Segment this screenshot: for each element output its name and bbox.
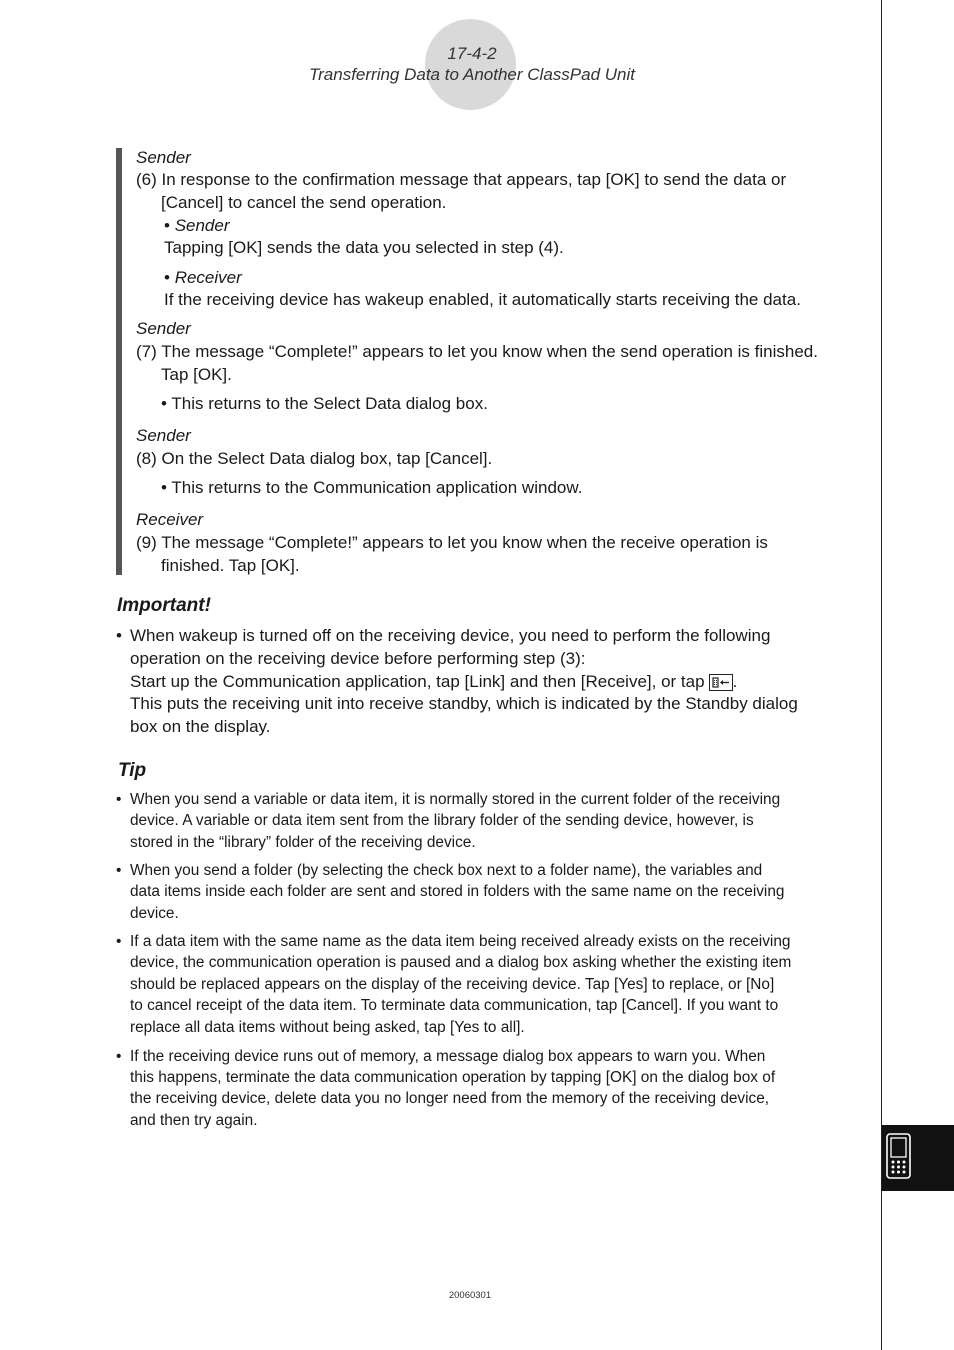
important-line-end: . xyxy=(732,672,738,691)
tip-bullet-dot: • xyxy=(116,1048,122,1065)
step7-role-label: Sender xyxy=(136,319,191,338)
tip-line: the receiving device, delete data you no longer need from the memory of the receiving device, xyxy=(130,1090,770,1107)
tip-line: this happens, terminate the data communication operation by tapping [OK] on the dialog box of xyxy=(130,1069,776,1086)
important-bullet-dot: • xyxy=(116,626,122,645)
step6-role-label: Sender xyxy=(136,148,191,167)
important-line xyxy=(130,670,737,693)
tip-heading: Tip xyxy=(118,760,147,781)
bullet-sender-label: Sender xyxy=(174,216,230,235)
step6-text: (6) In response to the confirmation message that appears, tap [OK] to send the data or xyxy=(136,170,787,189)
step9-text: (9) The message “Complete!” appears to let you know when the receive operation is xyxy=(136,533,768,552)
tip-line: data items inside each folder are sent and stored in folders with the same name on the receiving xyxy=(130,883,785,900)
important-heading: Important! xyxy=(117,595,211,616)
page-title: Transferring Data to Another ClassPad Unit xyxy=(309,65,635,84)
procedure-sidebar-bar xyxy=(116,148,122,575)
tip-bullet-dot: • xyxy=(116,933,122,950)
tip-line: device. xyxy=(130,905,179,922)
step7-text: (7) The message “Complete!” appears to let you know when the send operation is finished. xyxy=(136,342,818,361)
footer-code: 20060301 xyxy=(448,1290,492,1301)
tip-line: should be replaced appears on the display of the receiving device. Tap [Yes] to replace, or [No] xyxy=(130,976,775,993)
important-line: When wakeup is turned off on the receiving device, you need to perform the following xyxy=(130,626,771,645)
bullet-receiver: • Receiver xyxy=(164,268,242,287)
tip-line: and then try again. xyxy=(130,1112,258,1129)
page-number: 17-4-2 xyxy=(447,44,497,63)
tip-line: When you send a variable or data item, it is normally stored in the current folder of the receiving xyxy=(130,791,781,808)
receive-icon xyxy=(709,674,733,691)
important-line: box on the display. xyxy=(130,717,271,736)
tip-line: replace all data items without being asked, tap [Yes to all]. xyxy=(130,1019,525,1036)
tip-line: When you send a folder (by selecting the check box next to a folder name), the variables and xyxy=(130,862,763,879)
step8-note: • This returns to the Communication application window. xyxy=(161,478,583,497)
bullet-sender: • Sender xyxy=(164,216,230,235)
tip-line: device, the communication operation is paused and a dialog box asking whether the existing item xyxy=(130,954,792,971)
tip-line: If the receiving device runs out of memory, a message dialog box appears to warn you. When xyxy=(130,1048,766,1065)
step8-role-label: Sender xyxy=(136,426,191,445)
step9-text-cont: finished. Tap [OK]. xyxy=(161,556,300,575)
important-line: operation on the receiving device before performing step (3): xyxy=(130,649,586,668)
tip-bullet-dot: • xyxy=(116,862,122,879)
tip-line: If a data item with the same name as the data item being received already exists on the receiving xyxy=(130,933,791,950)
important-line: This puts the receiving unit into receive standby, which is indicated by the Standby dialog xyxy=(130,694,798,713)
bullet-sender-text: Tapping [OK] sends the data you selected in step (4). xyxy=(164,238,564,257)
step7-note: • This returns to the Select Data dialog box. xyxy=(161,394,488,413)
bullet-receiver-label: Receiver xyxy=(174,268,242,287)
tip-bullet-dot: • xyxy=(116,791,122,808)
step7-note-text: This returns to the Select Data dialog box. xyxy=(171,394,488,413)
step6-text-cont: [Cancel] to cancel the send operation. xyxy=(161,193,447,212)
classpad-calculator-icon xyxy=(882,1125,954,1191)
tip-line: device. A variable or data item sent from the library folder of the sending device, however, is xyxy=(130,812,754,829)
tip-line: stored in the “library” folder of the receiving device. xyxy=(130,834,476,851)
important-line-text: Start up the Communication application, tap [Link] and then [Receive], or tap xyxy=(130,672,705,691)
tip-line: to cancel receipt of the data item. To terminate data communication, tap [Cancel]. If you want to xyxy=(130,997,779,1014)
step7-text-cont: Tap [OK]. xyxy=(161,365,232,384)
step8-note-text: This returns to the Communication application window. xyxy=(171,478,583,497)
bullet-receiver-text: If the receiving device has wakeup enabled, it automatically starts receiving the data. xyxy=(164,290,801,309)
chapter-tab xyxy=(882,1125,954,1191)
step8-text: (8) On the Select Data dialog box, tap [Cancel]. xyxy=(136,449,493,468)
step9-role-label: Receiver xyxy=(136,510,204,529)
